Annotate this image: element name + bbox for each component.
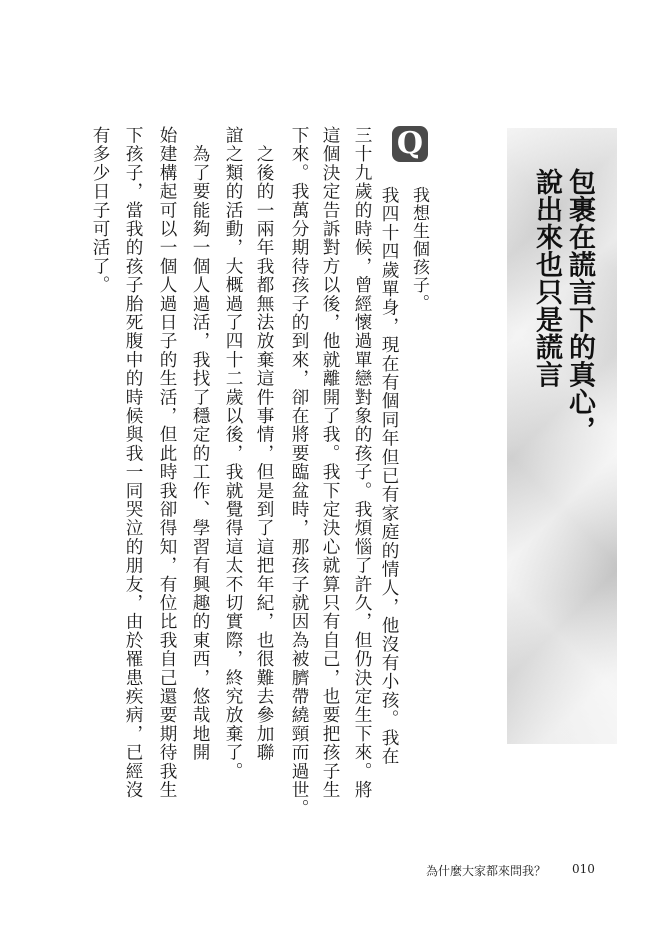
body-line-2: 三十九歲的時候，曾經懷過單戀對象的孩子。我煩惱了許久，但仍決定生下來。將 xyxy=(352,126,372,800)
body-line-6: 誼之類的活動，大概過了四十二歲以後，我就覺得這太不切實際，終究放棄了。 xyxy=(223,126,243,781)
question-q-badge: Q xyxy=(392,126,428,162)
body-line-7: 為了要能夠一個人過活，我找了穩定的工作、學習有興趣的東西，悠哉地開 xyxy=(190,126,210,762)
body-line-9: 下孩子，當我的孩子胎死腹中的時候與我一同哭泣的朋友，由於罹患疾病，已經沒 xyxy=(123,126,143,800)
title-panel xyxy=(507,128,617,744)
chapter-title-line-1: 包裹在謊言下的真心， xyxy=(564,168,595,443)
question-text: 我想生個孩子。 xyxy=(409,186,429,312)
body-line-5: 之後的一兩年我都無法放棄這件事情，但是到了這把年紀，也很難去參加聯 xyxy=(254,126,274,762)
footer-book-title: 為什麼大家都來問我？ xyxy=(426,864,547,878)
body-line-8: 始建構起可以一個人過日子的生活，但此時我卻得知，有位比我自己還要期待我生 xyxy=(157,126,177,800)
body-line-4: 下來。我萬分期待孩子的到來，卻在將要臨盆時，那孩子就因為被臍帶繞頸而過世。 xyxy=(289,126,309,818)
body-line-3: 這個決定告訴對方以後，他就離開了我。我下定決心就算只有自己，也要把孩子生 xyxy=(320,126,340,800)
body-line-10: 有多少日子可活了。 xyxy=(90,126,110,295)
footer-page-number: 010 xyxy=(572,862,595,876)
body-line-1: 我四十四歲單身，現在有個同年但已有家庭的情人，他沒有小孩。我在 xyxy=(379,186,399,766)
chapter-title-line-2: 說出來也只是謊言 xyxy=(531,168,562,388)
